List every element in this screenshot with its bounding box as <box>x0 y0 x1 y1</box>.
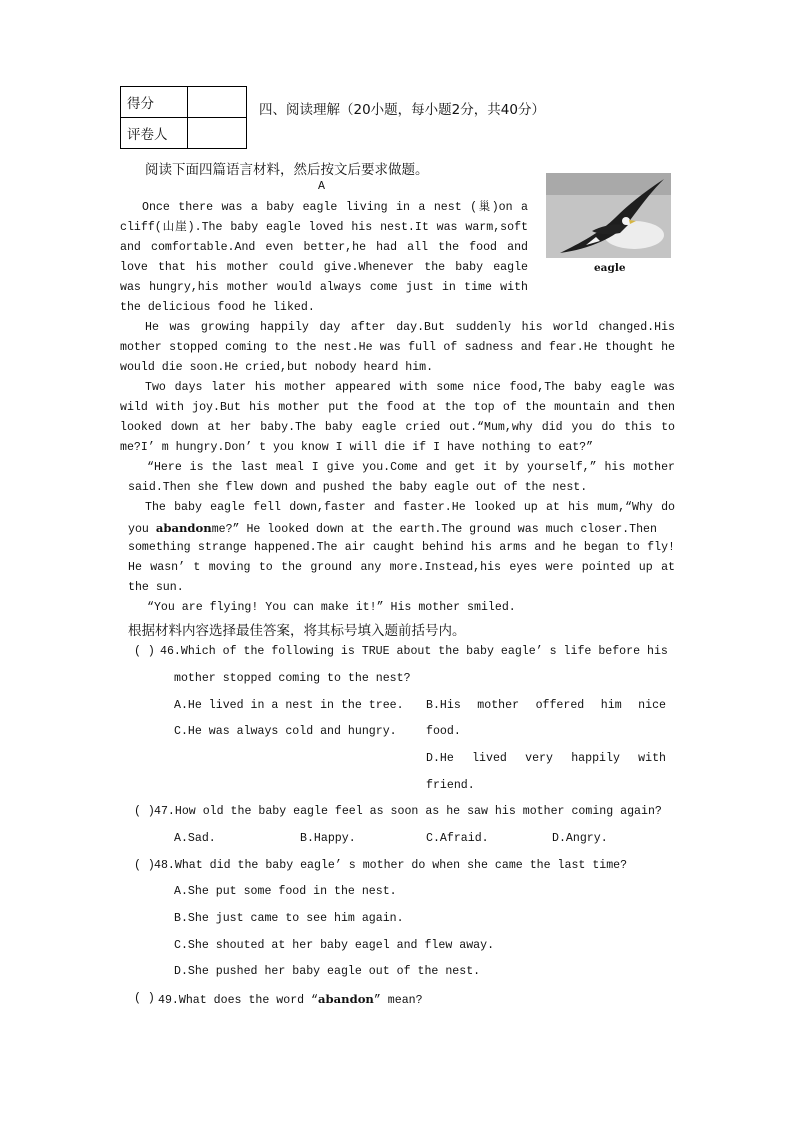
eagle-icon <box>546 173 671 258</box>
option-d[interactable]: D.Angry. <box>552 832 608 845</box>
passage-line: was hungry,his mother would always come just in time with <box>120 281 528 294</box>
option-b[interactable]: B.She just came to see him again. <box>174 912 404 925</box>
option-d[interactable]: D.He lived very happily with <box>426 752 666 765</box>
passage-line: He was growing happily day after day.But suddenly his world changed.His <box>145 321 675 334</box>
question-text: ” mean? <box>373 994 423 1007</box>
reading-instruction: 阅读下面四篇语言材料，然后按文后要求做题。 <box>145 162 429 178</box>
passage-line: He wasn’ t moving to the ground any more.Instead,his eyes were pointed up at <box>128 561 675 574</box>
passage-line: something strange happened.The air caught behind his arms and he began to fly! <box>128 541 675 554</box>
option-a[interactable]: A.She put some food in the nest. <box>174 885 397 898</box>
answer-blank[interactable]: ( ) <box>134 992 155 1005</box>
option-a[interactable]: A.He lived in a nest in the tree. <box>174 699 404 712</box>
passage-line: “Here is the last meal I give you.Come and get it by yourself,” his mother <box>147 461 675 474</box>
passage-letter: A <box>318 180 325 193</box>
passage-line: mother stopped coming to the nest.He was full of sadness and fear.He thought he <box>120 341 675 354</box>
passage-line: the delicious food he liked. <box>120 301 315 314</box>
keyword-abandon: abandon <box>318 992 374 1006</box>
answer-blank[interactable]: ( ) <box>134 859 155 872</box>
passage-line: and comfortable.And even better,he had all the food and <box>120 241 528 254</box>
score-blank-cell <box>188 87 247 118</box>
passage-line: said.Then she flew down and pushed the baby eagle out of the nest. <box>128 481 588 494</box>
option-c[interactable]: C.She shouted at her baby eagel and flew away. <box>174 939 495 952</box>
passage-line: wild with joy.But his mother put the food at the top of the mountain and then <box>120 401 675 414</box>
question-49-stem <box>158 992 423 1007</box>
option-a[interactable]: A.Sad. <box>174 832 216 845</box>
passage-line: love that his mother could give.Whenever the baby eagle <box>120 261 528 274</box>
question-text: 49.What does the word “ <box>158 994 319 1007</box>
passage-line: the sun. <box>128 581 184 594</box>
passage-text: you <box>128 523 149 536</box>
question-46-stem-cont: mother stopped coming to the nest? <box>174 672 411 685</box>
passage-line: “You are flying! You can make it!” His mother smiled. <box>147 601 516 614</box>
passage-line: The baby eagle fell down,faster and faster.He looked up at his mum,“Why do <box>145 501 675 514</box>
grader-blank-cell <box>188 118 247 149</box>
passage-line: Two days later his mother appeared with some nice food,The baby eagle was <box>145 381 675 394</box>
grader-label: 评卷人 <box>121 118 188 149</box>
image-caption: eagle <box>594 262 626 274</box>
question-48-stem: 48.What did the baby eagle’ s mother do when she came the last time? <box>154 859 628 872</box>
option-b-cont: food. <box>426 725 461 738</box>
score-table <box>120 86 247 149</box>
option-b[interactable]: B.His mother offered him nice <box>426 699 666 712</box>
question-46-stem: 46.Which of the following is TRUE about the baby eagle’ s life before his <box>160 645 668 658</box>
option-c[interactable]: C.Afraid. <box>426 832 489 845</box>
eagle-image <box>546 173 671 258</box>
option-d[interactable]: D.She pushed her baby eagle out of the nest. <box>174 965 481 978</box>
passage-line: cliff(山崖).The baby eagle loved his nest.It was warm,soft <box>120 221 528 234</box>
section-title: 四、阅读理解（20小题，每小题2分，共40分） <box>259 102 545 118</box>
questions-instruction: 根据材料内容选择最佳答案，将其标号填入题前括号内。 <box>128 623 466 639</box>
option-d-cont: friend. <box>426 779 475 792</box>
question-47-stem: 47.How old the baby eagle feel as soon as he saw his mother coming again? <box>154 805 662 818</box>
keyword-abandon: abandon <box>155 521 212 535</box>
passage-line: would die soon.He cried,but nobody heard him. <box>120 361 434 374</box>
score-label: 得分 <box>121 87 188 118</box>
answer-blank[interactable]: ( ) <box>134 805 155 818</box>
passage-text: me?” He looked down at the earth.The ground was much closer.Then <box>211 523 657 536</box>
passage-line: looked down at her baby.The baby eagle cried out.“Mum,why did you do this to <box>120 421 675 434</box>
passage-line: Once there was a baby eagle living in a nest (巢)on a <box>142 201 528 214</box>
option-c[interactable]: C.He was always cold and hungry. <box>174 725 397 738</box>
option-b[interactable]: B.Happy. <box>300 832 356 845</box>
passage-line <box>128 518 657 540</box>
passage-line: me?I’ m hungry.Don’ t you know I will die if I have nothing to eat?” <box>120 441 594 454</box>
answer-blank[interactable]: ( ) <box>134 645 155 658</box>
